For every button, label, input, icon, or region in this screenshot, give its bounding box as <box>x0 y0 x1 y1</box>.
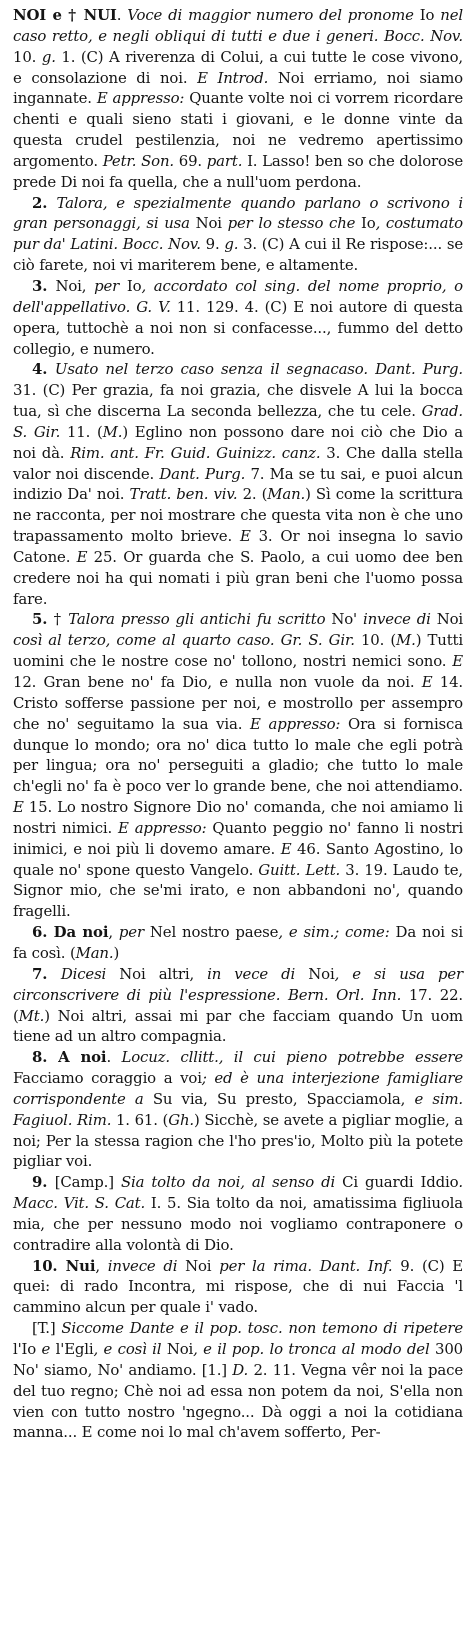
body-text: ) Sicchè, se avete a pigliar moglie, a noi; Per la stessa ragion che l'ho pres'io, Molto più la potete pigliar voi. <box>13 1110 463 1171</box>
body-text: . <box>116 6 128 24</box>
italic-text: Siccome Dante e il pop. tosc. non temono di ripetere <box>61 1319 463 1338</box>
body-text: Ora si fornisca dunque lo mondo; ora no' dica tutto lo male che egli potrà per lingua; ora no' perseguiti a gladio; che tutto lo male ch'egli no' fa è poco ver lo grande bene, che noi attendiamo. <box>13 714 463 796</box>
body-text: 9. <box>205 235 225 254</box>
entry-headword: 8. A noi <box>32 1048 107 1067</box>
italic-text: E <box>421 673 440 691</box>
body-text: [T.] <box>32 1319 62 1338</box>
body-text: 12. Gran bene no' fa Dio, e nulla non vuole da noi. <box>13 673 422 691</box>
entry-paragraph <box>13 1256 463 1319</box>
body-text: Noi altri, <box>119 964 208 983</box>
italic-text: , costumato pur da' Latini. Bocc. Nov. <box>13 214 463 254</box>
italic-text: E <box>280 839 298 858</box>
italic-text: E <box>13 798 29 817</box>
italic-text: per <box>118 923 150 942</box>
body-text: † <box>53 610 69 629</box>
body-text: Noi, <box>55 276 95 295</box>
body-text: 3. Che dalla stella valor noi discende. <box>13 443 463 483</box>
entry-paragraph <box>13 1172 463 1255</box>
italic-text: Dicesi <box>60 964 120 983</box>
italic-text: , accordato col sing. del nome proprio, o dell'appellativo. G. V. <box>13 276 463 316</box>
body-text: l'Io <box>13 1340 42 1358</box>
italic-text: , e sim.; come: <box>278 923 396 942</box>
body-text: ) Sì come la scrittura ne racconta, per noi mostrare che questa vita non è che uno trapassamento molto brieve. <box>13 485 463 546</box>
body-text: 3. 19. Laudo te, Signor mio, che se'mi irato, e non abbandoni no', quando fragelli. <box>13 860 463 921</box>
body-text: Su via, Su presto, Spacciamola, <box>152 1089 415 1108</box>
italic-text: g. <box>41 47 62 66</box>
italic-text: Man. <box>75 943 114 962</box>
body-text: ) Eglino non possono dare noi ciò che Dio a noi dà. <box>13 422 463 462</box>
italic-text: E <box>239 527 259 546</box>
body-text: ) <box>113 943 120 962</box>
entry-paragraph <box>13 5 463 193</box>
italic-text: E <box>76 547 94 566</box>
body-text: 15. Lo nostro Signore Dio no' comanda, che noi amiamo li nostri nimici. <box>13 798 463 837</box>
italic-text: invece di <box>362 610 437 629</box>
italic-text: Gh. <box>168 1110 194 1129</box>
body-text: Noi <box>436 610 464 629</box>
body-text: Noi erriamo, noi siamo ingannate. <box>13 68 463 108</box>
body-text: 9. (C) E quei: di rado Incontra, mi rispose, che di nui Faccia 'l cammino alcun per quale i' vado. <box>13 1256 464 1317</box>
italic-text: Guitt. Lett. <box>258 860 346 879</box>
italic-text: g. <box>224 235 244 254</box>
entry-headword: NOI e † NUI <box>13 6 117 24</box>
entry-headword: 5. <box>32 610 54 629</box>
italic-text: Voce di maggior numero del pronome <box>127 6 420 24</box>
italic-text: così al terzo, come al quarto caso. Gr. S. Gir. <box>13 631 361 650</box>
body-text: 17. 22. ( <box>13 985 463 1025</box>
italic-text: E Introd. <box>197 68 278 87</box>
italic-text: D. <box>232 1360 254 1379</box>
italic-text: Petr. Son. <box>102 151 179 170</box>
entry-paragraph <box>13 609 463 922</box>
italic-text: Dant. Purg. <box>159 464 251 483</box>
italic-text: E <box>452 652 463 671</box>
entry-headword: 3. <box>32 276 56 295</box>
body-text: , <box>95 1256 108 1275</box>
italic-text: E appresso: <box>118 818 213 837</box>
body-text: 69. <box>178 151 207 170</box>
italic-text: Grad. S. Gir. <box>13 402 463 441</box>
italic-text: Rim. ant. Fr. Guid. Guinizz. canz. <box>70 443 327 462</box>
body-text: 3. Or noi insegna lo savio Catone. <box>13 527 463 566</box>
entry-paragraph <box>13 922 463 964</box>
italic-text: per lo stesso che <box>227 214 362 233</box>
body-text: Ci guardi Iddio <box>342 1173 459 1192</box>
italic-text: invece di <box>107 1256 186 1275</box>
entry-headword: 2. <box>32 193 57 212</box>
italic-text: Man. <box>267 485 306 504</box>
body-text: , <box>108 923 119 942</box>
italic-text: Tratt. ben. viv. <box>129 485 243 504</box>
italic-text: , e così il <box>93 1340 167 1358</box>
entry-headword: 6. Da noi <box>32 923 109 942</box>
body-text: Quante volte noi ci vorrem ricordare chenti e quali sieno stati i giovani, e le donne vinte da questa crudel pestilenzia, noi ne vedremo apertissimo argomento. <box>13 89 463 170</box>
italic-text: Mt. <box>18 1006 45 1025</box>
body-text: 31. (C) Per grazia, fa noi grazia, che disvele A lui la bocca tua, sì che discerna La seconda bellezza, che tu cele. <box>13 381 463 421</box>
body-text: 1. (C) A riverenza di Colui, a cui tutte le cose vivono, e consolazione di noi. <box>13 47 463 87</box>
entry-paragraph <box>13 193 463 276</box>
entry-paragraph <box>13 1318 463 1443</box>
italic-text: . Macc. Vit. S. Cat. <box>13 1173 463 1213</box>
body-text: Io <box>361 214 376 233</box>
italic-text: Talora presso gli antichi fu scritto <box>68 610 332 629</box>
italic-text: , e il pop. lo tronca al modo del <box>193 1340 436 1358</box>
body-text: 2. 11. Vegna vêr noi la pace del tuo regno; Chè noi ad essa non potem da noi, S'ella non vien con tutto nostro 'ngegno... Dà oggi a noi la cotidiana manna... E come noi lo mal ch'avem sofferto, Per- <box>13 1360 463 1442</box>
body-text: Noi <box>195 214 228 233</box>
italic-text: e <box>41 1340 56 1358</box>
italic-text: M. <box>102 422 123 441</box>
body-text: ) Noi altri, assai mi par che facciam quando Un uom tiene ad un altro compagnia. <box>13 1006 463 1046</box>
italic-text: M. <box>396 631 416 650</box>
body-text: 2. ( <box>242 485 268 504</box>
body-text: I. Lasso! ben so che dolorose prede Di noi fa quella, che a null'uom perdona. <box>13 151 463 191</box>
body-text: Noi <box>308 964 335 983</box>
italic-text: E appresso: <box>96 89 190 108</box>
entry-paragraph <box>13 359 463 609</box>
body-text: No' <box>331 610 363 629</box>
italic-text: part. <box>206 151 248 170</box>
entry-headword: 7. <box>32 964 61 983</box>
body-text: 10. ( <box>360 631 396 650</box>
body-text: 1. 61. ( <box>115 1110 169 1129</box>
body-text: Facciamo coraggio a voi <box>13 1069 202 1088</box>
body-text: 14. Cristo sofferse passione per noi, e mostrollo per assempro che no' seguitamo la sua via. <box>13 673 463 733</box>
entry-paragraph <box>13 276 463 359</box>
body-text: 3. (C) A cui il Re rispose:... se ciò farete, noi vi mariterem bene, e altamente. <box>13 235 463 275</box>
body-text: [Camp.] <box>54 1173 121 1192</box>
body-text: 11. 129. 4. (C) E noi autore di questa opera, tuttochè a noi non si confacesse..., fummo del detto collegio, e numero. <box>13 297 463 358</box>
body-text: l'Egli <box>55 1340 94 1358</box>
body-text: Io <box>419 6 441 24</box>
body-text: Da noi si fa così. ( <box>13 923 463 962</box>
italic-text: Talora, e spezialmente quando parlano o scrivono i gran personaggi, si usa <box>13 193 463 233</box>
italic-text: Locuz. cllitt., il cui pieno potrebbe essere <box>121 1048 463 1067</box>
italic-text: per <box>94 276 127 295</box>
entry-headword: 9. <box>32 1173 55 1192</box>
italic-text: , e si usa per circonscrivere di più l'espressione. Bern. Orl. Inn. <box>13 964 464 1004</box>
body-text: Noi <box>166 1340 194 1358</box>
entry-headword: 4. <box>32 360 55 379</box>
italic-text: ; ed è una interjezione famigliare corrispondente a <box>13 1069 463 1108</box>
body-text: ) Tutti uomini che le nostre cose no' tollono, nostri nemici sono. <box>13 631 463 671</box>
body-text: 10. <box>13 47 42 66</box>
body-text: I. 5. Sia tolto da noi, amatissima figliuola mia, che per nessuno modo noi vogliamo contraponere o contradire alla volontà di Dio. <box>13 1194 464 1254</box>
body-text: Nel nostro paese <box>149 923 279 942</box>
italic-text: E appresso: <box>250 714 349 733</box>
italic-text: in vece di <box>207 964 309 983</box>
body-text: 46. Santo Agostino, lo quale no' spone questo Vangelo. <box>13 839 464 879</box>
body-text: 300 No' siamo, No' andiamo. [1.] <box>13 1340 464 1379</box>
italic-text: nel caso retto, e negli obliqui di tutti e due i generi. Bocc. Nov. <box>13 6 463 45</box>
body-text: 11. ( <box>66 422 103 441</box>
entry-paragraph <box>13 964 463 1047</box>
italic-text: e sim. Fagiuol. Rim. <box>13 1089 463 1129</box>
body-text: . <box>106 1048 122 1067</box>
entry-headword: 10. Nui <box>32 1256 96 1275</box>
italic-text: Usato nel terzo caso senza il segnacaso. Dant. Purg. <box>54 360 463 379</box>
body-text: 7. Ma se tu sai, e puoi alcun indizio Da' noi. <box>13 464 463 504</box>
italic-text: Sia tolto da noi, al senso di <box>120 1173 343 1192</box>
body-text: Io <box>126 276 142 295</box>
italic-text: per la rima. Dant. Inf. <box>219 1256 401 1275</box>
entry-paragraph <box>13 1047 463 1172</box>
body-text: Quanto peggio no' fanno li nostri inimici, e noi più li dovemo amare. <box>13 818 463 858</box>
body-text: 25. Or guarda che S. Paolo, a cui uomo dee ben credere noi ha qui nomati i più gran beni che l'uomo possa fare. <box>13 547 463 608</box>
body-text: Noi <box>185 1256 220 1275</box>
